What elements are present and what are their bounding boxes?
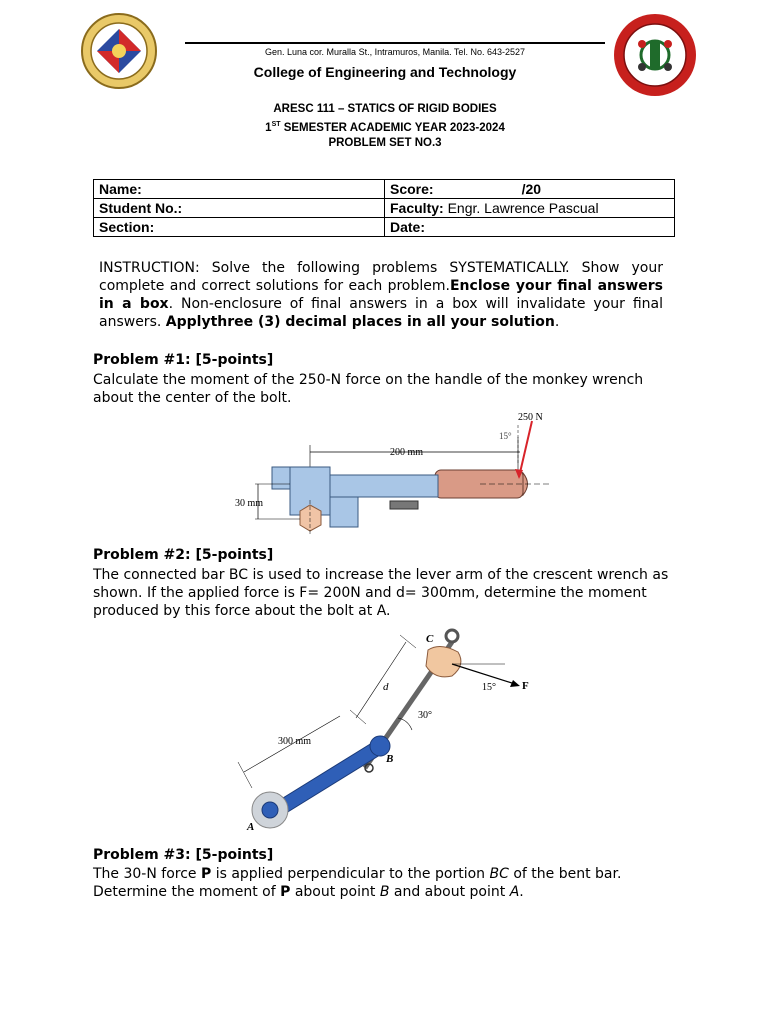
semester-line: 1ST SEMESTER ACADEMIC YEAR 2023-2024 bbox=[265, 121, 505, 134]
address-line: Gen. Luna cor. Muralla St., Intramuros, Manila. Tel. No. 643-2527 bbox=[265, 47, 525, 57]
dim-200mm: 200 mm bbox=[390, 447, 424, 458]
label-angle-30: 30° bbox=[418, 710, 432, 721]
engineering-college-logo bbox=[612, 12, 698, 98]
course-heading bbox=[180, 102, 590, 151]
problem-1-text: Calculate the moment of the 250-N force on the handle of the monkey wrench about the center of the bolt. bbox=[93, 372, 644, 406]
angle-15-label: 15° bbox=[499, 431, 512, 441]
label-f: F bbox=[522, 680, 529, 692]
problem-3-title: Problem #3: [5-points] bbox=[93, 847, 274, 863]
label-300mm: 300 mm bbox=[278, 736, 312, 747]
label-b: B bbox=[386, 753, 394, 765]
label-angle-15: 15° bbox=[482, 682, 496, 693]
label-d: d bbox=[383, 681, 389, 693]
name-field[interactable]: Name: bbox=[94, 180, 385, 199]
problem-1-title: Problem #1: [5-points] bbox=[93, 352, 274, 368]
faculty-field: Faculty: Engr. Lawrence Pascual bbox=[385, 199, 675, 218]
college-name: College of Engineering and Technology bbox=[253, 64, 517, 80]
course-title: ARESC 111 – STATICS OF RIGID BODIES bbox=[273, 103, 497, 115]
force-250n-label: 250 N bbox=[518, 412, 543, 423]
problem-set-title: PROBLEM SET NO.3 bbox=[328, 136, 442, 149]
instruction-paragraph: INSTRUCTION: Solve the following problems SYSTEMATICALLY. Show your complete and correct solutions for each problem.Enclose your final answers in a box. Non-enclosure of final answers in a box will invalidate your final answers. Applythree (3) decimal places in all your solution. bbox=[99, 260, 663, 330]
label-c: C bbox=[426, 633, 434, 645]
student-no-field[interactable]: Student No.: bbox=[94, 199, 385, 218]
monkey-wrench-figure bbox=[230, 405, 560, 545]
university-seal-logo bbox=[80, 12, 158, 90]
date-field[interactable]: Date: bbox=[385, 218, 675, 237]
problem-3-text: The 30-N force P is applied perpendicular to the portion BC of the bent bar. Determine the moment of P about point B and about point A. bbox=[93, 866, 622, 900]
section-field[interactable]: Section: bbox=[94, 218, 385, 237]
problem-2-title: Problem #2: [5-points] bbox=[93, 547, 274, 563]
dim-30mm: 30 mm bbox=[235, 498, 264, 509]
header-rule bbox=[185, 42, 605, 44]
score-field[interactable]: Score: /20 bbox=[385, 180, 675, 199]
label-a: A bbox=[247, 821, 255, 833]
student-info-table bbox=[93, 179, 675, 237]
crescent-wrench-figure bbox=[230, 620, 540, 835]
problem-2-text: The connected bar BC is used to increase the lever arm of the crescent wrench as shown. If the applied force is F= 200N and d= 300mm, determine the moment produced by this force about the bolt at A. bbox=[93, 567, 669, 619]
